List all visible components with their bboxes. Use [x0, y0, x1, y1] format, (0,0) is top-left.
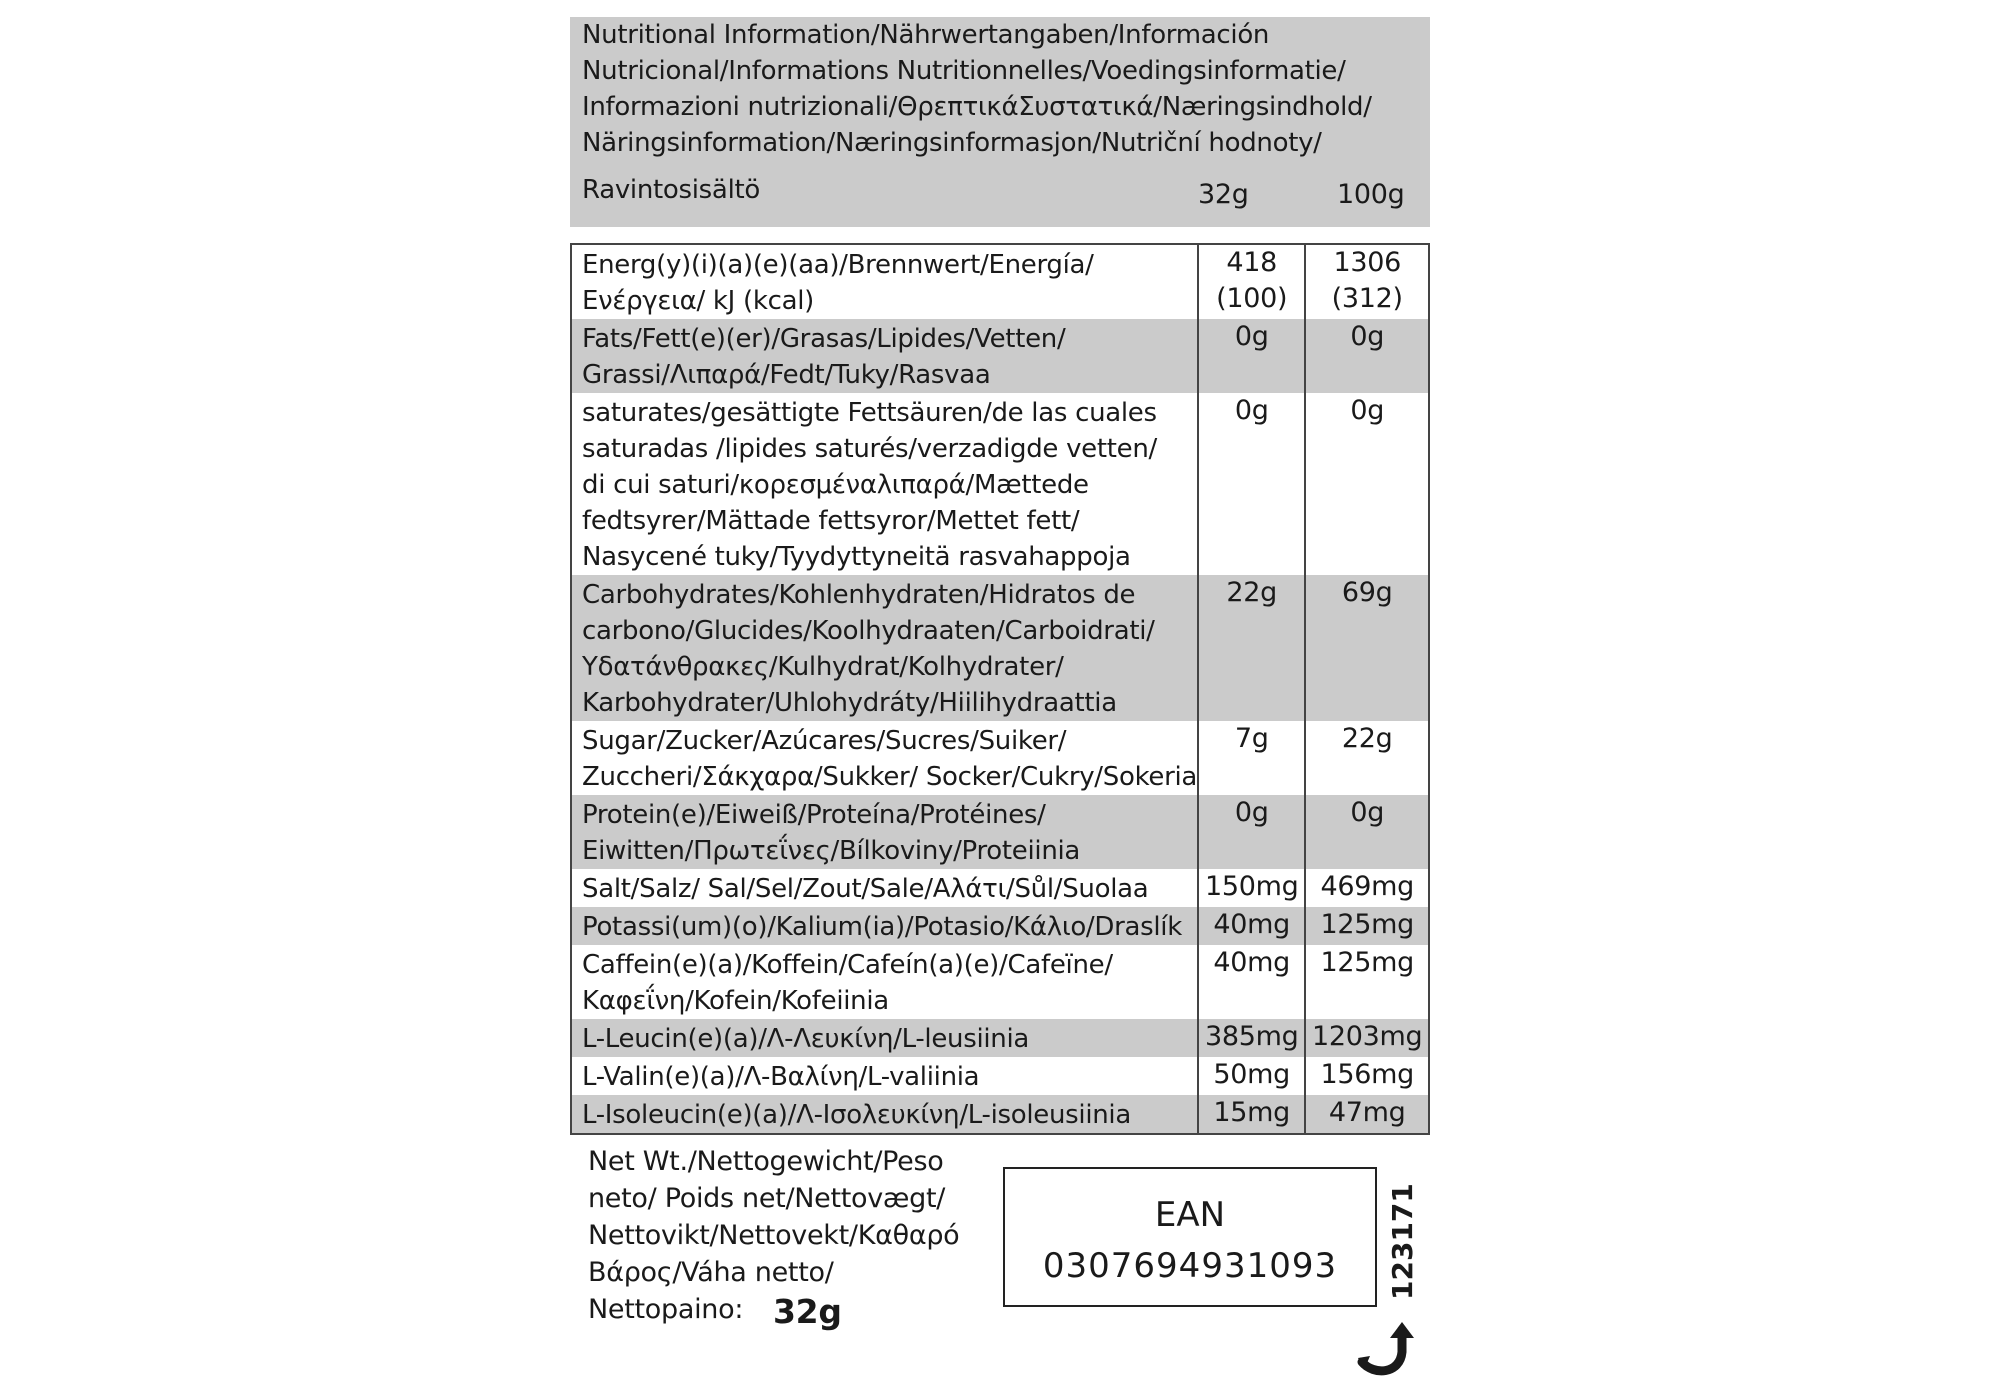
nutrient-name — [571, 319, 1198, 393]
header-line: Näringsinformation/Næringsinformasjon/Nutriční hodnoty/ — [582, 128, 1322, 158]
value-per-100g: 1306 (312) — [1331, 247, 1403, 314]
curved-arrow-icon — [1356, 1318, 1416, 1384]
value-per-32g: 40mg — [1198, 945, 1305, 1019]
nutrient-name — [571, 721, 1198, 795]
nutrient-name — [571, 795, 1198, 869]
ean-box — [1003, 1167, 1377, 1307]
nutrient-name — [571, 1057, 1198, 1095]
nutrient-name — [571, 1019, 1198, 1057]
value-per-100g: 469mg — [1320, 871, 1414, 902]
nutrient-name-line: Protein(e)/Eiweiß/Proteína/Protéines/ — [582, 800, 1046, 830]
net-weight-line: Nettovikt/Nettovekt/Καθαρό — [588, 1220, 960, 1251]
nutrition-row — [571, 721, 1429, 795]
ean-label: EAN — [1154, 1195, 1226, 1235]
value-per-100g: 1203mg — [1305, 1019, 1429, 1057]
nutrient-name — [571, 575, 1198, 721]
value-per-100g: 0g — [1305, 795, 1429, 869]
nutrient-name-line: Caffein(e)(a)/Koffein/Cafeín(a)(e)/Cafeïne/ — [582, 950, 1113, 980]
value-per-32g: 7g — [1198, 721, 1305, 795]
net-weight-line: neto/ Poids net/Nettovægt/ — [588, 1183, 946, 1214]
nutrition-row — [571, 795, 1429, 869]
nutrient-name-line: Grassi/Λιπαρά/Fedt/Tuky/Rasvaa — [582, 360, 991, 390]
column-header-32g: 32g — [1198, 179, 1249, 210]
nutrient-name-line: Sugar/Zucker/Azúcares/Sucres/Suiker/ — [582, 726, 1067, 756]
net-weight-label: Nettopaino: — [588, 1294, 744, 1325]
value-per-100g: 69g — [1305, 575, 1429, 721]
net-weight-line: Βάρος/Váha netto/ — [588, 1257, 834, 1288]
value-per-32g: 22g — [1198, 575, 1305, 721]
value-per-100g: 0g — [1305, 319, 1429, 393]
net-weight-block — [588, 1143, 960, 1331]
nutrient-name-line: Καφεΐνη/Kofein/Kofeiinia — [582, 986, 889, 1016]
nutrient-name-line: di cui saturi/κορεσμέναλιπαρά/Mættede — [582, 470, 1089, 500]
nutrition-row — [571, 945, 1429, 1019]
value-per-100g: 47mg — [1305, 1095, 1429, 1134]
value-per-32g: 0g — [1198, 319, 1305, 393]
nutrient-name-line: L-Valin(e)(a)/Λ-Βαλίνη/L-valiinia — [582, 1062, 980, 1092]
ean-number: 0307694931093 — [1042, 1246, 1338, 1286]
header-line: Nutricional/Informations Nutritionnelles/Voedingsinformatie/ — [582, 56, 1346, 86]
nutrition-row — [571, 907, 1429, 945]
batch-code: 123171 — [1386, 1183, 1419, 1300]
nutrient-name — [571, 393, 1198, 575]
nutrition-row — [571, 1057, 1429, 1095]
nutrition-row — [571, 1019, 1429, 1057]
nutrient-name-line: Zuccheri/Σάκχαρα/Sukker/ Socker/Cukry/Sokeria — [582, 762, 1198, 792]
nutrient-name-line: L-Isoleucin(e)(a)/Λ-Ισολευκίνη/L-isoleusiinia — [582, 1100, 1131, 1130]
nutrition-row — [571, 393, 1429, 575]
nutrient-name-line: saturates/gesättigte Fettsäuren/de las cuales — [582, 398, 1157, 428]
value-per-32g: 418 (100) — [1198, 244, 1305, 319]
nutrition-row — [571, 575, 1429, 721]
header-line: Informazioni nutrizionali/ΘρεπτικάΣυστατικά/Næringsindhold/ — [582, 92, 1372, 122]
value-per-100g: 125mg — [1305, 907, 1429, 945]
value-per-32g: 40mg — [1198, 907, 1305, 945]
value-per-32g: 0g — [1198, 795, 1305, 869]
nutrition-table — [570, 243, 1430, 1135]
nutrient-name-line: fedtsyrer/Mättade fettsyror/Mettet fett/ — [582, 506, 1080, 536]
nutrient-name — [571, 945, 1198, 1019]
value-per-100g: 0g — [1350, 395, 1385, 426]
nutrient-name-line: Carbohydrates/Kohlenhydraten/Hidratos de — [582, 580, 1136, 610]
nutrient-name-line: Υδατάνθρακες/Kulhydrat/Kolhydrater/ — [582, 652, 1064, 682]
value-per-100g: 156mg — [1320, 1059, 1414, 1090]
net-weight-amount: 32g — [773, 1292, 842, 1331]
nutrient-name-line: Karbohydrater/Uhlohydráty/Hiilihydraattia — [582, 688, 1117, 718]
value-per-32g: 0g — [1198, 393, 1305, 575]
value-per-32g: 150mg — [1198, 869, 1305, 907]
nutrition-row — [571, 244, 1429, 319]
nutrient-name — [571, 244, 1198, 319]
value-per-32g: 15mg — [1198, 1095, 1305, 1134]
nutrition-row — [571, 1095, 1429, 1134]
nutrient-name-line: L-Leucin(e)(a)/Λ-Λευκίνη/L-leusiinia — [582, 1024, 1030, 1054]
column-header-100g: 100g — [1337, 179, 1405, 210]
value-per-100g: 125mg — [1320, 947, 1414, 978]
nutrient-name — [571, 907, 1198, 945]
nutrient-name-line: carbono/Glucides/Koolhydraaten/Carboidrati/ — [582, 616, 1155, 646]
nutrient-name-line: Fats/Fett(e)(er)/Grasas/Lipides/Vetten/ — [582, 324, 1066, 354]
net-weight-line: Net Wt./Nettogewicht/Peso — [588, 1146, 944, 1177]
nutrient-name — [571, 869, 1198, 907]
nutrient-name — [571, 1095, 1198, 1134]
nutrition-header — [570, 17, 1430, 227]
nutrition-row — [571, 319, 1429, 393]
nutrient-name-line: Nasycené tuky/Tyydyttyneitä rasvahappoja — [582, 542, 1131, 572]
net-weight-last-line — [588, 1291, 959, 1331]
nutrient-name-line: saturadas /lipides saturés/verzadigde vetten/ — [582, 434, 1157, 464]
value-per-100g: 22g — [1341, 723, 1393, 754]
value-per-32g: 50mg — [1198, 1057, 1305, 1095]
value-per-32g: 385mg — [1198, 1019, 1305, 1057]
nutrient-name-line: Potassi(um)(o)/Kalium(ia)/Potasio/Κάλιο/Draslík — [582, 912, 1182, 942]
nutrient-name-line: Eiwitten/Πρωτεΐνες/Bílkoviny/Proteiinia — [582, 836, 1081, 866]
header-line: Nutritional Information/Nährwertangaben/Información — [582, 20, 1270, 50]
nutrient-name-line: Energ(y)(i)(a)(e)(aa)/Brennwert/Energía/ — [582, 250, 1094, 280]
header-line: Ravintosisältö — [582, 175, 760, 205]
nutrition-row — [571, 869, 1429, 907]
nutrient-name-line: Ενέργεια/ kJ (kcal) — [582, 286, 814, 316]
nutrient-name-line: Salt/Salz/ Sal/Sel/Zout/Sale/Αλάτι/Sůl/Suolaa — [582, 874, 1149, 904]
nutrition-label — [570, 17, 1430, 1135]
